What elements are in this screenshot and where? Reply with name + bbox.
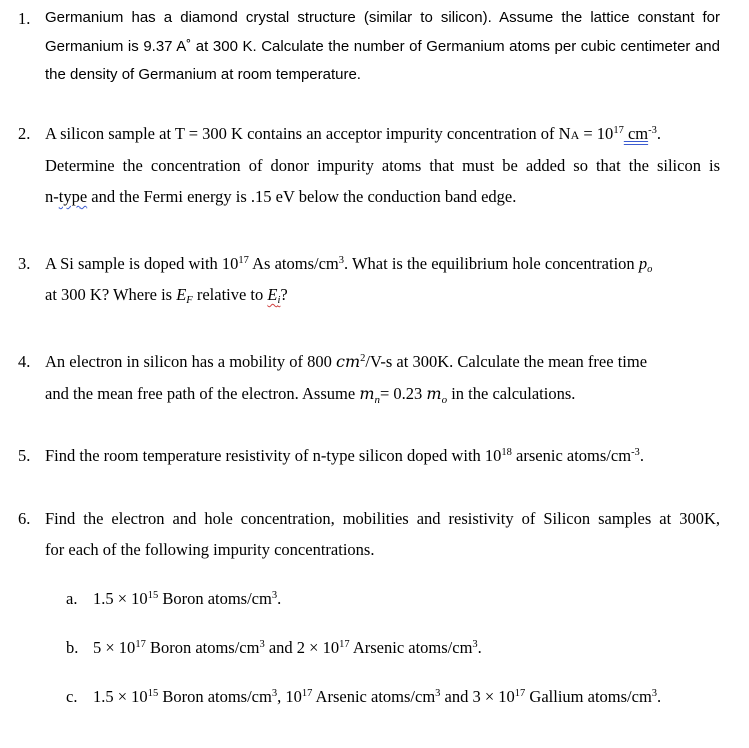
subitem-text bbox=[93, 638, 482, 658]
text-run: and the Fermi energy is .15 eV below the conduction band edge. bbox=[87, 187, 517, 206]
superscript: 15 bbox=[147, 688, 159, 699]
text-run: A Si sample is doped with 10 bbox=[45, 254, 239, 273]
subitem-text bbox=[93, 687, 661, 707]
text-run: n- bbox=[45, 187, 59, 206]
superscript: 17 bbox=[135, 639, 146, 650]
text-run: type bbox=[58, 187, 88, 206]
text-run: 1.5 × 10 bbox=[93, 589, 148, 608]
text-run: cm bbox=[623, 124, 649, 143]
text-run: . bbox=[277, 589, 282, 608]
text-run: 1.5 × 10 bbox=[93, 687, 148, 706]
superscript: 3 bbox=[472, 639, 478, 650]
superscript: 17 bbox=[613, 125, 624, 136]
text-run: Gallium atoms/cm bbox=[525, 687, 652, 706]
question-number: 5. bbox=[18, 446, 31, 465]
subscript: n bbox=[374, 394, 380, 406]
question-text-line: Germanium is 9.37 A˚ at 300 K. Calculate the number of Germanium atoms per cubic centimeter and bbox=[45, 38, 720, 55]
text-run: As atoms/cm bbox=[248, 254, 339, 273]
question-text-line bbox=[45, 187, 516, 207]
superscript: 2 bbox=[360, 353, 366, 364]
text-run: arsenic atoms/cm bbox=[511, 446, 632, 465]
text-run: and 3 × 10 bbox=[440, 687, 515, 706]
text-run: A silicon sample at T = 300 K contains an acceptor impurity concentration of N bbox=[45, 124, 571, 143]
question-text-line bbox=[45, 384, 575, 404]
superscript: 3 bbox=[651, 688, 658, 699]
superscript: 3 bbox=[259, 639, 265, 650]
text-run: relative to bbox=[192, 285, 268, 304]
superscript: 3 bbox=[271, 590, 278, 601]
question-number: 4. bbox=[18, 352, 31, 371]
question-number: 6. bbox=[18, 509, 31, 528]
subitem-text bbox=[93, 589, 281, 609]
question-text-line: the density of Germanium at room temperature. bbox=[45, 66, 361, 83]
subitem-label: a. bbox=[66, 589, 78, 608]
text-run: . What is the equilibrium hole concentration bbox=[344, 254, 639, 273]
math-text: m bbox=[359, 384, 375, 403]
superscript: 15 bbox=[147, 590, 159, 601]
text-run: Arsenic atoms/cm bbox=[312, 687, 436, 706]
text-run: = 10 bbox=[579, 124, 614, 143]
superscript: 18 bbox=[501, 447, 512, 458]
superscript: 3 bbox=[271, 688, 278, 699]
text-run: p bbox=[638, 254, 648, 273]
superscript: 3 bbox=[435, 688, 441, 699]
text-run: . bbox=[656, 124, 661, 143]
question-text-line bbox=[45, 446, 644, 466]
text-run: E bbox=[176, 285, 187, 304]
text-run: An electron in silicon has a mobility of 800 bbox=[45, 352, 336, 371]
question-number: 3. bbox=[18, 254, 31, 273]
superscript: 17 bbox=[301, 688, 313, 699]
question-text-line: Determine the concentration of donor impurity atoms that must be added so that the silicon is bbox=[45, 156, 720, 175]
text-run: 5 × 10 bbox=[93, 638, 136, 657]
question-text-line bbox=[45, 254, 652, 274]
subitem-label: c. bbox=[66, 687, 78, 706]
text-run: Boron atoms/cm bbox=[158, 687, 272, 706]
superscript: 17 bbox=[238, 255, 249, 266]
text-run: in the calculations. bbox=[447, 384, 576, 403]
text-run: and 2 × 10 bbox=[264, 638, 340, 657]
subscript: A bbox=[570, 128, 580, 142]
text-run: Boron atoms/cm bbox=[145, 638, 260, 657]
subscript: i bbox=[277, 295, 281, 306]
question-number: 1. bbox=[18, 9, 31, 28]
question-text-line bbox=[45, 124, 661, 144]
text-run: at 300 K? Where is bbox=[45, 285, 177, 304]
text-run: . bbox=[477, 638, 482, 657]
text-run: E bbox=[267, 285, 278, 304]
superscript: 17 bbox=[514, 688, 526, 699]
text-run: Arsenic atoms/cm bbox=[349, 638, 473, 657]
question-number: 2. bbox=[18, 124, 31, 143]
math-text: cm bbox=[336, 352, 361, 371]
text-run: /V-s at 300K. Calculate the mean free time bbox=[365, 352, 648, 371]
superscript: 3 bbox=[338, 255, 345, 266]
text-run: Boron atoms/cm bbox=[158, 589, 272, 608]
question-text-line: Find the electron and hole concentration, mobilities and resistivity of Silicon samples at 300K, bbox=[45, 509, 720, 528]
math-text: m bbox=[426, 384, 442, 403]
question-text-line: Germanium has a diamond crystal structure (similar to silicon). Assume the lattice constant for bbox=[45, 9, 720, 26]
subscript: F bbox=[186, 295, 193, 306]
subscript: o bbox=[647, 264, 653, 275]
question-text-line bbox=[45, 352, 720, 372]
subscript: o bbox=[441, 394, 448, 406]
text-run: ? bbox=[280, 285, 288, 304]
question-text-line bbox=[45, 285, 288, 305]
text-run: . bbox=[639, 446, 644, 465]
text-run: = 0.23 bbox=[379, 384, 427, 403]
text-run: and the mean free path of the electron. Assume bbox=[45, 384, 360, 403]
text-run: Find the room temperature resistivity of n-type silicon doped with 10 bbox=[45, 446, 502, 465]
superscript: 17 bbox=[339, 639, 350, 650]
text-run: , 10 bbox=[277, 687, 302, 706]
subitem-label: b. bbox=[66, 638, 79, 657]
superscript: -3 bbox=[631, 447, 640, 458]
text-run: . bbox=[657, 687, 662, 706]
question-text-line: for each of the following impurity concentrations. bbox=[45, 540, 375, 559]
superscript: -3 bbox=[648, 125, 657, 136]
